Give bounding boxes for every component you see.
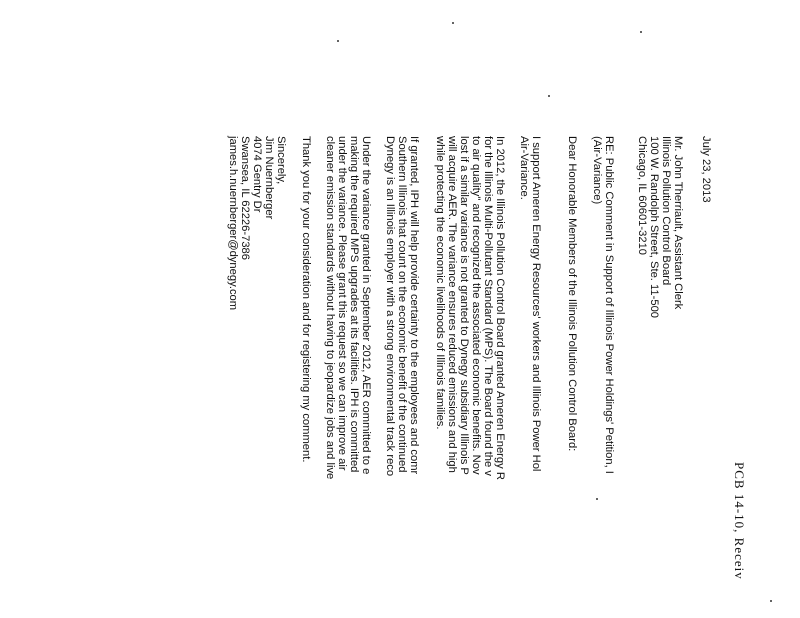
para2-line: lost if a similar variance is not granted to Dynegy subsidiary Illinois P [458, 136, 470, 475]
letter-date: July 23, 2013 [700, 136, 712, 203]
signer-email: james.h.nuernberger@dynegy.com [227, 136, 239, 311]
received-stamp: PCB 14-10, Receiv [732, 462, 747, 580]
para4-line: Under the variance granted in September 2012, AER committed to e [360, 136, 372, 475]
para2-line: In 2012, the Illinois Pollution Control Board granted Ameren Energy R [494, 136, 506, 480]
para4-line: making the required MPS upgrades at its facilities. IPH is committed [348, 136, 360, 473]
recipient-org: Illinois Pollution Control Board [660, 136, 672, 286]
thanks-line: Thank you for your consideration and for registering my comment. [300, 136, 312, 463]
signer-name: Jim Nuernberger [263, 136, 275, 220]
salutation: Dear Honorable Members of the Illinois Pollution Control Board: [566, 136, 578, 452]
para3-line: Dynegy is an Illinois employer with a strong environmental track reco [384, 136, 396, 477]
recipient-city: Chicago, IL 60601-3210 [636, 136, 648, 256]
para1-line: I support Ameren Energy Resources' workers and Illinois Power Hol [530, 136, 542, 472]
recipient-street: 100 W. Randolph Street, Ste. 11-500 [648, 136, 660, 319]
para4-line: under the variance. Please grant this request so we can improve air [336, 136, 348, 471]
para2-line: to air quality" and recognized the associated economic benefits. Nov [470, 136, 482, 475]
signer-street: 4074 Gentry Dr [251, 136, 263, 213]
para3-line: If granted, IPH will help provide certainty to the employees and comr [408, 136, 420, 475]
scan-speck [596, 498, 598, 500]
para1-line: Air-Variance. [518, 136, 530, 200]
scan-speck [770, 600, 772, 602]
re-line-1: RE: Public Comment in Support of Illinois Power Holdings' Petition, I [603, 136, 615, 474]
para2-line: for the Illinois Multi-Pollutant Standard (MPS). The Board found the v [482, 136, 494, 476]
para2-line: will acquire AER. The variance ensures reduced emissions and high [446, 136, 458, 473]
scan-speck [337, 40, 339, 42]
para4-line: cleaner emission standards without having to jeopardize jobs and live [324, 136, 336, 480]
para3-line: Southern Illinois that count on the economic benefit of the continued [396, 136, 408, 473]
signer-city: Swansea, IL 62226-7386 [239, 136, 251, 260]
para2-line: while protecting the economic livelihoods of Illinois families. [434, 136, 446, 430]
scan-speck [548, 95, 550, 97]
scan-speck [640, 31, 642, 33]
recipient-name: Mr. John Therriault, Assistant Clerk [672, 136, 684, 310]
scan-speck [452, 22, 454, 24]
closing: Sincerely, [275, 136, 287, 185]
re-line-2: (Air-Variance) [591, 136, 603, 205]
